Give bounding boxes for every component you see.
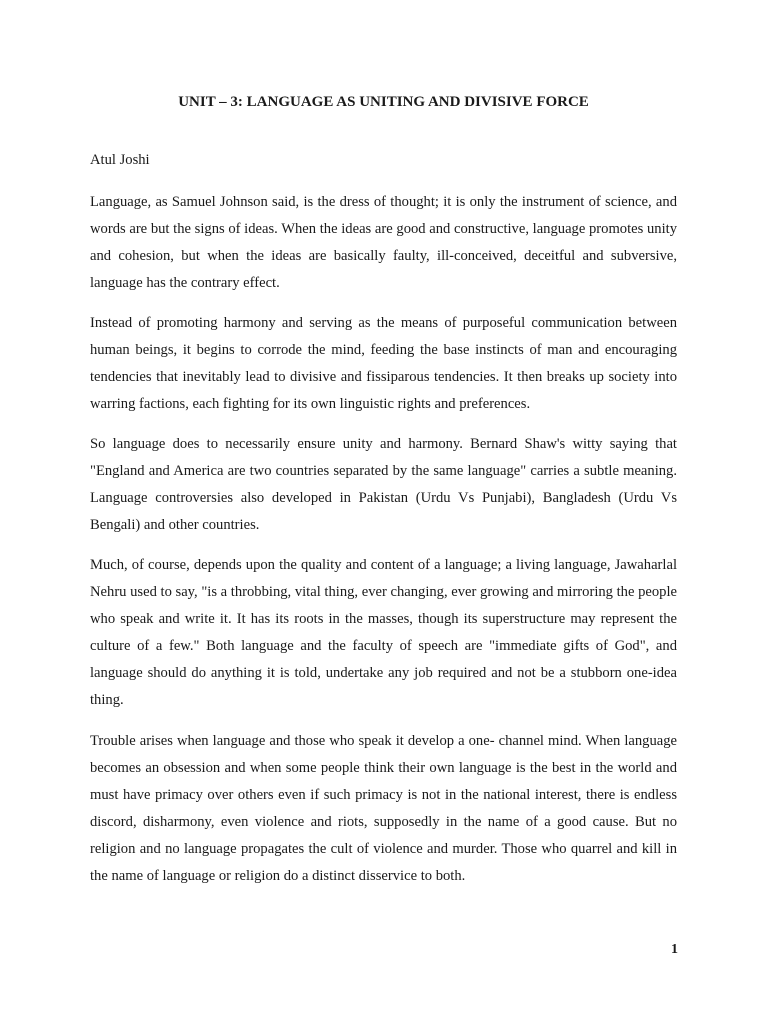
document-title: UNIT – 3: LANGUAGE AS UNITING AND DIVISIVE FORCE <box>178 94 589 110</box>
page-number: 1 <box>671 942 678 957</box>
paragraph-2: Instead of promoting harmony and serving as the means of purposeful communication between human beings, it begins to corrode the mind, feeding the base instincts of man and encouraging tendencies that inevitably lead to divisive and fissiparous tendencies. It then breaks up society into warring factions, each fighting for its own linguistic rights and preferences. <box>90 315 677 412</box>
paragraph-1: Language, as Samuel Johnson said, is the dress of thought; it is only the instrument of science, and words are but the signs of ideas. When the ideas are good and constructive, language promotes unity and cohesion, but when the ideas are basically faulty, ill-conceived, deceitful and subversive, language has the contrary effect. <box>90 194 677 291</box>
author-name: Atul Joshi <box>90 152 150 168</box>
paragraph-3: So language does to necessarily ensure unity and harmony. Bernard Shaw's witty saying that "England and America are two countries separated by the same language" carries a subtle meaning. Language controversies also developed in Pakistan (Urdu Vs Punjabi), Bangladesh (Urdu Vs Bengali) and other countries. <box>90 436 677 533</box>
paragraph-4: Much, of course, depends upon the quality and content of a language; a living language, Jawaharlal Nehru used to say, "is a throbbing, vital thing, ever changing, ever growing and mirroring the people who speak and write it. It has its roots in the masses, though its superstructure may represent the culture of a few." Both language and the faculty of speech are "immediate gifts of God", and language should do anything it is told, undertake any job required and not be a stubborn one-idea thing. <box>90 557 677 708</box>
document-page <box>90 0 677 1024</box>
paragraph-5: Trouble arises when language and those who speak it develop a one- channel mind. When language becomes an obsession and when some people think their own language is the best in the world and must have primacy over others even if such primacy is not in the national interest, there is endless discord, disharmony, even violence and riots, supposedly in the name of a good cause. But no religion and no language propagates the cult of violence and murder. Those who quarrel and kill in the name of language or religion do a distinct disservice to both. <box>90 733 677 884</box>
